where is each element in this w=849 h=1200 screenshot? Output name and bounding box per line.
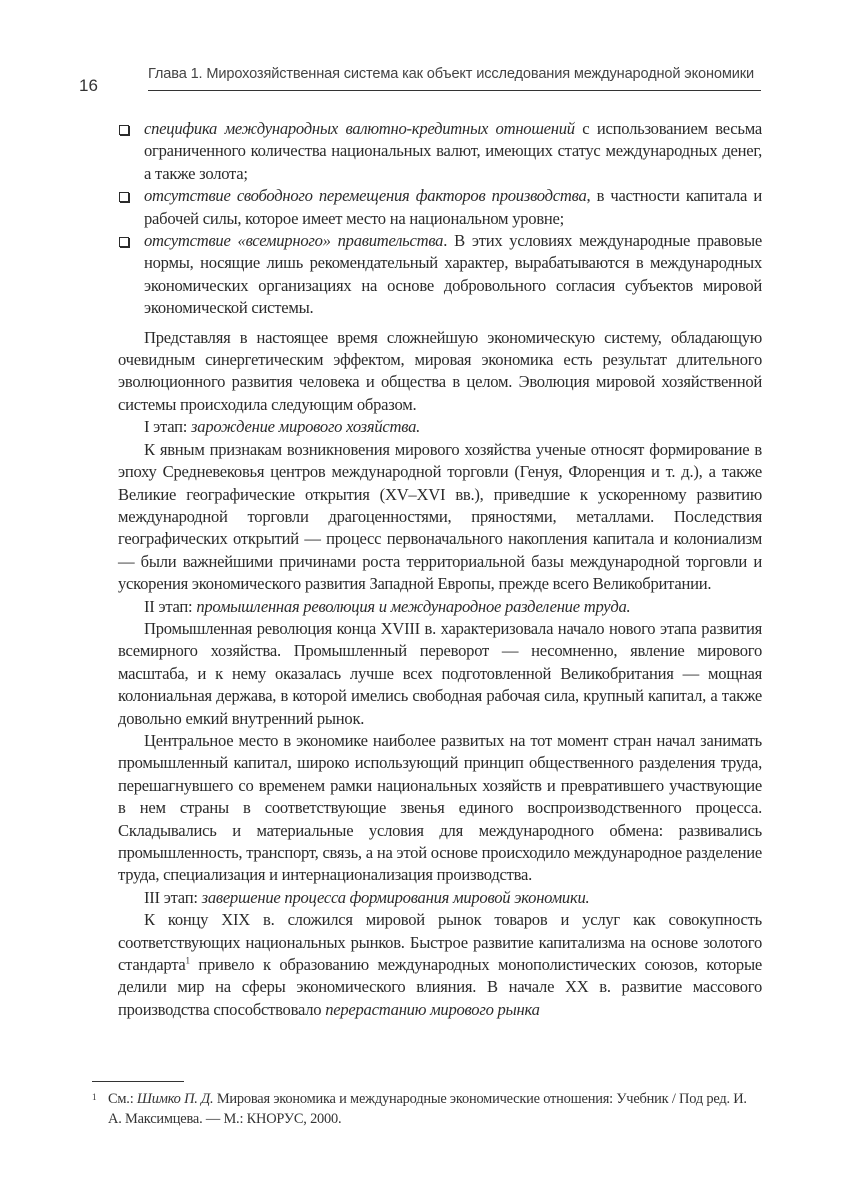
bullet-text: с использованием весьма ограниченного количества национальных валют, имеющих статус международных денег, а также золота; bbox=[144, 119, 762, 183]
bullet-item bbox=[118, 230, 762, 320]
body-text bbox=[118, 118, 762, 1021]
stage-label: III этап: bbox=[144, 887, 202, 907]
footnote-ref[interactable]: 1 bbox=[185, 955, 190, 966]
stage-heading-2 bbox=[118, 596, 762, 618]
page-number: 16 bbox=[79, 76, 98, 95]
stage-label: I этап: bbox=[144, 417, 192, 437]
checkbox-bullet-icon bbox=[119, 192, 129, 202]
bullet-term: отсутствие свободного перемещения факторов производства bbox=[144, 186, 587, 206]
running-head: Глава 1. Мирохозяйственная система как объект исследования международной экономики bbox=[148, 66, 754, 82]
stage-title: зарождение мирового хозяйства. bbox=[191, 417, 421, 437]
footnote-author: Шимко П. Д. bbox=[136, 1091, 214, 1107]
stage-label: II этап: bbox=[144, 596, 197, 616]
stage3-text-a: К концу XIX в. сложился мировой рынок товаров и услуг как совокупность соответствующих национальных рынков. Быстрое развитие капитализма на основе золотого стандарта bbox=[118, 910, 762, 975]
paragraph-stage-1: К явным признакам возникновения мирового хозяйства ученые относят формирование в эпоху Средневековья центров международной торговли (Генуя, Флоренция и т. д.), а также Великие географические открытия (XV–XVI вв.), приведшие к ускоренному развитию международной торговли драгоценностями, пряностями, металлами. Последствия географических открытий — процесс первоначального накопления капитала и колониализм — были важнейшими причинами роста территориальной базы международной торговли и ускорения экономического развития Западной Европы, прежде всего Великобритании. bbox=[118, 439, 762, 594]
footnote bbox=[92, 1089, 762, 1129]
stage3-text-b: привело к образованию международных монополистических союзов, которые делили мир на сферы экономического влияния. В начале XX в. развитие массового производства способствовало bbox=[118, 955, 762, 1019]
stage3-text-italic: перерастанию мирового рынка bbox=[325, 999, 540, 1019]
stage-title: завершение процесса формирования мировой экономики. bbox=[201, 887, 590, 907]
stage-title: промышленная революция и международное разделение труда. bbox=[196, 596, 631, 616]
footnote-text bbox=[92, 1089, 762, 1129]
paragraph-stage-2b: Центральное место в экономике наиболее развитых на тот момент стран начал занимать промышленный капитал, широко использующий принцип общественного разделения труда, перешагнувшего со временем рамки национальных хозяйств и превратившего участвующие в нем страны в соответствующие звенья единого воспроизводственного процесса. Складывались и материальные условия для международного обмена: развивались промышленность, транспорт, связь, а на этой основе происходило международное разделение труда, специализация и интернационализация производства. bbox=[118, 730, 762, 885]
paragraph-stage-2a: Промышленная революция конца XVIII в. характеризовала начало нового этапа развития всемирного хозяйства. Промышленный переворот — несомненно, явление мирового масштаба, и к нему оказалась лучше всех подготовленной Великобритания — мощная колониальная держава, в которой имелись свободная рабочая сила, крупный капитал, а также довольно емкий внутренний рынок. bbox=[118, 618, 762, 728]
stage-heading-3 bbox=[118, 887, 762, 909]
bullet-item bbox=[118, 185, 762, 230]
header-rule bbox=[148, 90, 761, 91]
stage-heading-1 bbox=[118, 416, 762, 438]
paragraph-stage-3 bbox=[118, 909, 762, 1021]
bullet-term: отсутствие «всемирного» правительства bbox=[144, 231, 444, 251]
checkbox-bullet-icon bbox=[119, 237, 129, 247]
bullet-text: , в частности капитала и рабочей силы, которое имеет место на национальном уровне; bbox=[144, 186, 762, 228]
paragraph-intro: Представляя в настоящее время сложнейшую экономическую систему, обладающую очевидным синергетическим эффектом, мировая экономика есть результат длительного эволюционного развития человека и общества в целом. Эволюция мировой хозяйственной системы происходила следующим образом. bbox=[118, 327, 762, 414]
footnote-rule bbox=[92, 1081, 184, 1082]
bullet-term: специфика международных валютно-кредитных отношений bbox=[144, 119, 575, 138]
footnote-prefix: См.: bbox=[108, 1091, 137, 1107]
checkbox-bullet-icon bbox=[119, 125, 129, 135]
bullet-text: . В этих условиях международные правовые нормы, носящие лишь рекомендательный характер, вырабатываются в международных экономических организациях на основе добровольного согласия субъектов мировой экономической системы. bbox=[144, 231, 762, 318]
bullet-item bbox=[118, 118, 762, 185]
footnote-citation: Мировая экономика и международные экономические отношения: Учебник / Под ред. И. А. Максимцева. — М.: КНОРУС, 2000. bbox=[108, 1091, 747, 1127]
footnote-number: 1 bbox=[92, 1092, 97, 1102]
